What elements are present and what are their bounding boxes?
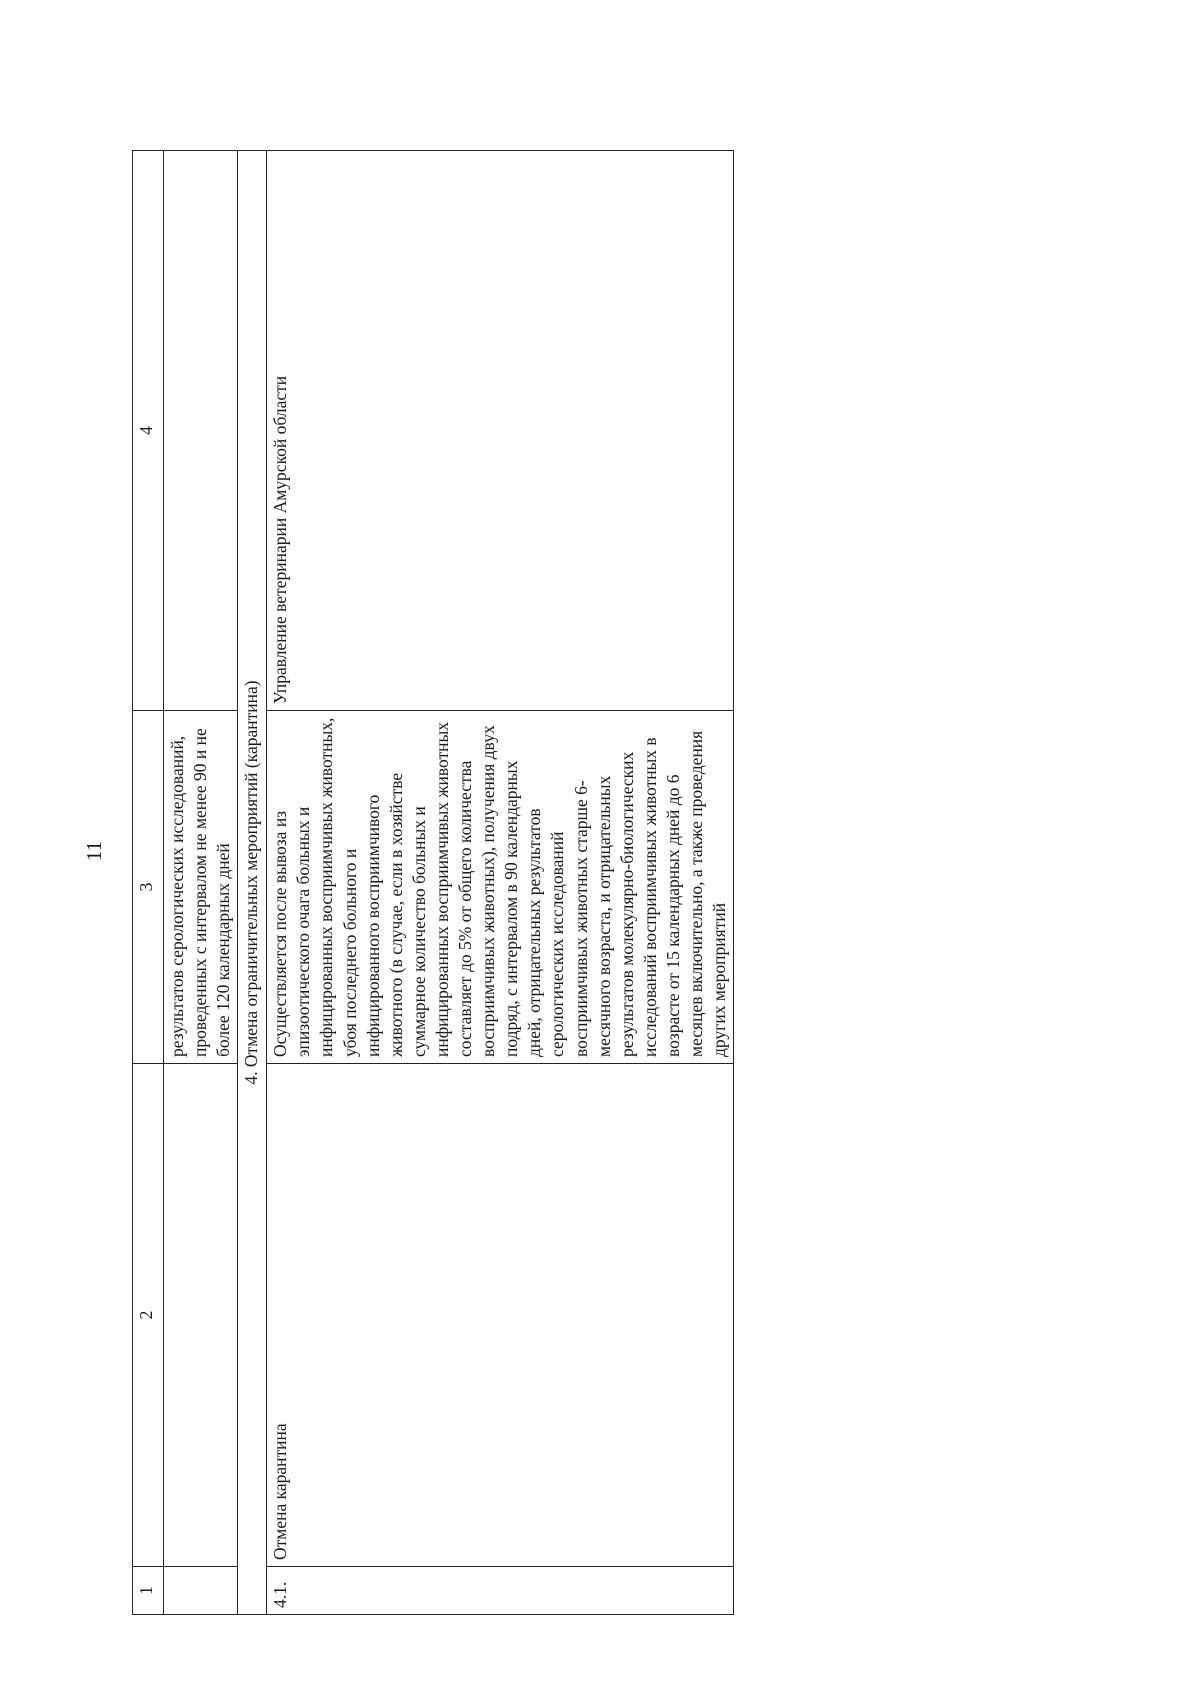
row-number: 4.1. — [267, 1567, 734, 1615]
measures-table — [132, 150, 734, 1615]
column-number-4: 4 — [133, 151, 164, 711]
continuation-cell-condition: результатов серологических исследований, проведенных с интервалом не менее 90 и не более 120 календарных дней — [164, 711, 238, 1064]
section-heading: 4. Отмена ограничительных мероприятий (карантина) — [238, 151, 267, 1615]
column-number-1: 1 — [133, 1567, 164, 1615]
measure-condition: Осуществляется после вывоза из эпизоотического очага больных и инфицированных восприимчивых животных, убоя последнего больного и инфицированного восприимчивого животного (в случае, если в хозяйстве суммарное количество больных и инфицированных восприимчивых животных составляет до 5% от общего количества восприимчивых животных), получения двух подряд, с интервалом в 90 календарных дней, отрицательных результатов серологических исследований восприимчивых животных старше 6-месячного возраста, и отрицательных результатов молекулярно-биологических исследований восприимчивых животных в возрасте от 15 календарных дней до 6 месяцев включительно, а также проведения других мероприятий — [267, 711, 734, 1064]
column-number-2: 2 — [133, 1064, 164, 1567]
table-row-4-1 — [267, 151, 734, 1615]
section-heading-row — [238, 151, 267, 1615]
continuation-cell-name — [164, 1064, 238, 1567]
responsible-authority: Управление ветеринарии Амурской области — [267, 151, 734, 711]
continuation-cell-number — [164, 1567, 238, 1615]
continuation-cell-responsible — [164, 151, 238, 711]
page-number: 11 — [82, 840, 106, 862]
column-number-row — [133, 151, 164, 1615]
continuation-row — [164, 151, 238, 1615]
column-number-3: 3 — [133, 711, 164, 1064]
measure-name: Отмена карантина — [267, 1064, 734, 1567]
